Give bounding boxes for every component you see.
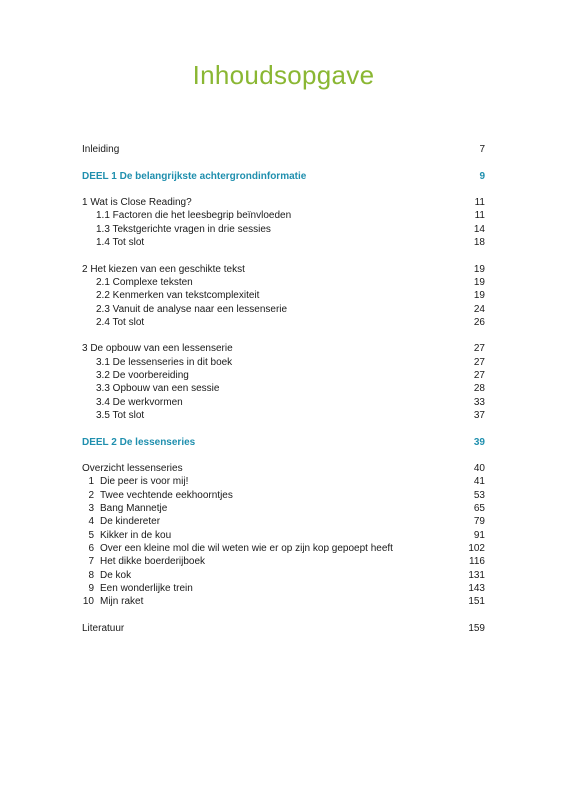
toc-entry-section [82,396,485,409]
toc-label: 3 De opbouw van een lessenserie [82,343,233,355]
toc-page-number: 14 [473,223,485,235]
toc-label: 2.4 Tot slot [96,316,145,328]
toc-entry-section [82,289,485,302]
toc-entry-section [82,303,485,316]
toc-entry-section [82,356,485,369]
toc-entry-lesson [82,555,485,568]
toc-entry-lesson [82,475,485,488]
toc-entry-lesson [82,529,485,542]
toc-page-number: 11 [474,210,485,222]
toc-label: Literatuur [82,622,125,634]
toc-page-number: 11 [474,197,485,209]
toc-label: 2.2 Kenmerken van tekstcomplexiteit [96,290,260,302]
toc-page-number: 27 [473,356,485,368]
toc-page-number: 79 [473,516,485,528]
toc-entry-section [82,369,485,382]
toc-index: 7 [88,556,94,568]
toc-label: Kikker in de kou [100,529,172,541]
toc-page-number: 19 [473,276,485,288]
toc-page-number: 33 [473,396,485,408]
toc-page-number: 116 [469,556,485,568]
toc-page-number: 24 [473,303,485,315]
toc-label: Het dikke boerderijboek [100,556,206,568]
toc-label: 1 Wat is Close Reading? [82,197,192,209]
toc-label: Mijn raket [100,596,144,608]
toc-label: Bang Mannetje [100,503,168,515]
toc-page-number: 151 [468,596,485,608]
toc-label: De kindereter [100,516,161,528]
toc-entry-lesson [82,582,485,595]
toc-entry-lesson [82,569,485,582]
toc-index: 4 [88,516,94,528]
toc-label: 3.3 Opbouw van een sessie [96,383,220,395]
toc-page-number: 159 [468,622,485,634]
table-of-contents [82,143,485,635]
toc-label: 1.4 Tot slot [96,237,145,249]
toc-entry-section [82,223,485,236]
toc-label: Die peer is voor mij! [100,476,189,488]
toc-entry-lesson [82,595,485,608]
toc-page-number: 65 [473,503,485,515]
toc-label: Overzicht lessenseries [82,463,183,475]
toc-entry-section [82,276,485,289]
toc-entry-section [82,409,485,422]
toc-entry-section [82,382,485,395]
toc-label: 3.1 De lessenseries in dit boek [96,356,233,368]
toc-page-number: 53 [473,489,485,501]
toc-entry-section [82,316,485,329]
toc-index: 1 [88,476,94,488]
toc-label: Over een kleine mol die wil weten wie er op zijn kop gepoept heeft [100,542,393,554]
toc-page-number: 27 [473,343,485,355]
toc-page-number: 19 [473,290,485,302]
toc-index: 3 [88,503,94,515]
toc-label: Twee vechtende eekhoorntjes [100,489,233,501]
toc-label: De kok [100,569,132,581]
toc-entry-part-1 [82,170,485,183]
toc-index: 9 [88,582,94,594]
page-title: Inhoudsopgave [192,60,375,90]
toc-page-number: 19 [473,263,485,275]
toc-page-number: 37 [473,409,485,421]
toc-page-number: 41 [473,476,485,488]
toc-label: DEEL 1 De belangrijkste achtergrondinformatie [82,170,307,182]
toc-page-number: 28 [473,383,485,395]
toc-entry-overview [82,462,485,475]
toc-label: 2.1 Complexe teksten [96,276,193,288]
toc-entry-chapter-3 [82,342,485,355]
toc-page-number: 39 [473,436,485,448]
toc-page-number: 26 [473,316,485,328]
toc-entry-literature [82,622,485,635]
toc-page-number: 131 [468,569,485,581]
toc-entry-chapter-2 [82,263,485,276]
toc-entry-chapter-1 [82,196,485,209]
toc-page-number: 18 [473,237,485,249]
toc-label: Inleiding [82,144,120,155]
toc-index: 5 [88,529,94,541]
toc-entry-lesson [82,502,485,515]
toc-label: 3.2 De voorbereiding [96,370,189,382]
toc-entry-part-2 [82,436,485,449]
toc-entry-section [82,209,485,222]
toc-page-number: 27 [473,370,485,382]
toc-index: 8 [88,569,94,581]
toc-entry-lesson [82,489,485,502]
toc-label: 1.3 Tekstgerichte vragen in drie sessies [96,223,271,235]
toc-index: 2 [88,489,94,501]
toc-label: 3.5 Tot slot [96,409,145,421]
toc-index: 6 [88,542,94,554]
toc-page-number: 40 [473,463,485,475]
toc-label: DEEL 2 De lessenseries [82,436,196,448]
toc-entry-lesson [82,542,485,555]
toc-page-number: 91 [473,529,485,541]
toc-index: 10 [82,596,94,608]
toc-label: 2.3 Vanuit de analyse naar een lessenserie [96,303,288,315]
toc-page-number: 102 [468,542,485,554]
toc-label: 1.1 Factoren die het leesbegrip beïnvloeden [96,210,292,222]
toc-label: Een wonderlijke trein [100,582,193,594]
toc-entry-section [82,236,485,249]
toc-label: 2 Het kiezen van een geschikte tekst [82,263,245,275]
toc-entry-intro [82,143,485,156]
toc-label: 3.4 De werkvormen [96,396,183,408]
toc-page-number: 7 [479,144,485,155]
toc-page-number: 143 [468,582,485,594]
toc-entry-lesson [82,515,485,528]
toc-page-number: 9 [479,170,485,182]
